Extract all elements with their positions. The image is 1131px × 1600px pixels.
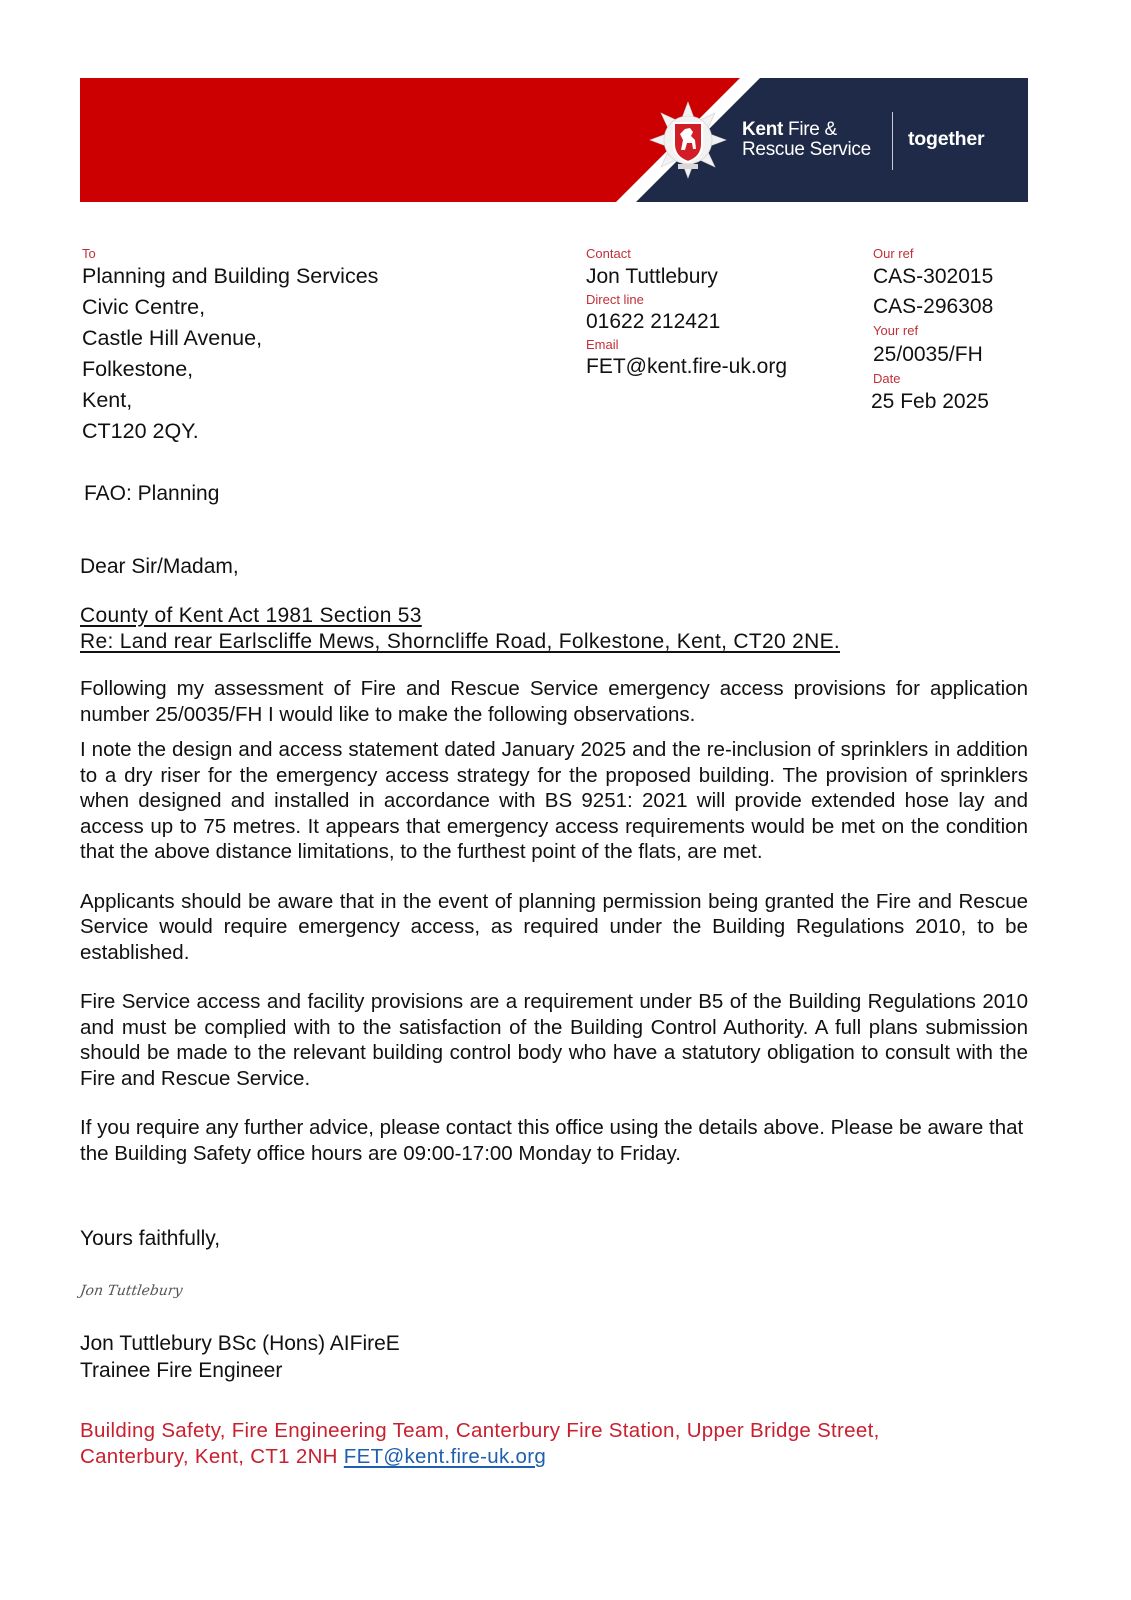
letter-body [80, 676, 1028, 1166]
our-ref-label: Our ref [873, 246, 914, 261]
signatory-block [80, 1330, 400, 1384]
paragraph: If you require any further advice, please contact this office using the details above. Please be aware that the Building Safety office hours are 09:00-17:00 Monday to Friday. [80, 1116, 1024, 1165]
banner-background [80, 78, 1028, 202]
our-ref-value: CAS-296308 [873, 295, 994, 318]
recipient-line: Castle Hill Avenue, [82, 326, 263, 350]
recipient-line: CT120 2QY. [82, 419, 199, 443]
direct-line-label: Direct line [586, 292, 644, 307]
direct-line-value: 01622 212421 [586, 310, 721, 333]
your-ref-value: 25/0035/FH [873, 343, 983, 366]
subject-heading [80, 603, 840, 655]
email-value[interactable]: FET@kent.fire-uk.org [586, 355, 788, 378]
footer-address [80, 1418, 880, 1470]
to-label: To [82, 246, 96, 261]
recipient-block [82, 246, 378, 447]
recipient-line: Folkestone, [82, 357, 194, 381]
date-label: Date [873, 371, 901, 386]
letterhead-banner [80, 78, 1028, 202]
date-value: 25 Feb 2025 [871, 390, 989, 413]
our-ref-value: CAS-302015 [873, 265, 994, 288]
fao-line: FAO: Planning [84, 482, 220, 505]
footer-address-line1: Building Safety, Fire Engineering Team, Canterbury Fire Station, Upper Bridge Street, [80, 1419, 880, 1442]
fire-brigade-crest-icon [650, 102, 726, 178]
footer-address-line2: Canterbury, Kent, CT1 2NH [80, 1445, 344, 1468]
recipient-line: Planning and Building Services [82, 264, 379, 288]
your-ref-label: Your ref [873, 323, 919, 338]
signature-image: Jon Tuttlebury [78, 1283, 184, 1299]
subject-site: Re: Land rear Earlscliffe Mews, Shorncliffe Road, Folkestone, Kent, CT20 2NE. [80, 630, 841, 653]
closing: Yours faithfully, [80, 1227, 221, 1250]
recipient-line: Kent, [82, 388, 133, 412]
reference-block [873, 246, 993, 414]
paragraph: Applicants should be aware that in the event of planning permission being granted the Fire and Rescue Service would require emergency access, as required under the Building Regulations 2010, to be established. [80, 889, 1028, 964]
salutation: Dear Sir/Madam, [80, 555, 239, 578]
paragraph: I note the design and access statement dated January 2025 and the re-inclusion of sprinklers in addition to a dry riser for the emergency access strategy for the proposed building. The provision of sprinklers when designed and installed in accordance with BS 9251: 2021 will provide extended hose lay and access up to 75 metres. It appears that emergency access requirements would be met on the condition that the above distance limitations, to the furthest point of the flats, are met. [80, 738, 1028, 863]
brand-tagline: together [908, 128, 985, 150]
brand-name: Kent Fire & Rescue Service [742, 119, 871, 160]
paragraph: Fire Service access and facility provisions are a requirement under B5 of the Building Regulations 2010 and must be complied with to the satisfaction of the Building Control Authority. A full plans submission should be made to the relevant building control body who have a statutory obligation to consult with the Fire and Rescue Service. [80, 990, 1028, 1090]
signatory-name: Jon Tuttlebury BSc (Hons) AIFireE [80, 1332, 400, 1355]
contact-block [586, 246, 787, 379]
email-label: Email [586, 337, 619, 352]
footer-email-link[interactable]: FET@kent.fire-uk.org [343, 1445, 547, 1468]
brand-divider [892, 112, 893, 170]
contact-name: Jon Tuttlebury [586, 265, 718, 288]
signatory-title: Trainee Fire Engineer [80, 1359, 283, 1382]
contact-label: Contact [586, 246, 631, 261]
paragraph: Following my assessment of Fire and Rescue Service emergency access provisions for application number 25/0035/FH I would like to make the following observations. [80, 677, 1028, 726]
subject-act: County of Kent Act 1981 Section 53 [80, 604, 422, 627]
recipient-line: Civic Centre, [82, 295, 206, 319]
